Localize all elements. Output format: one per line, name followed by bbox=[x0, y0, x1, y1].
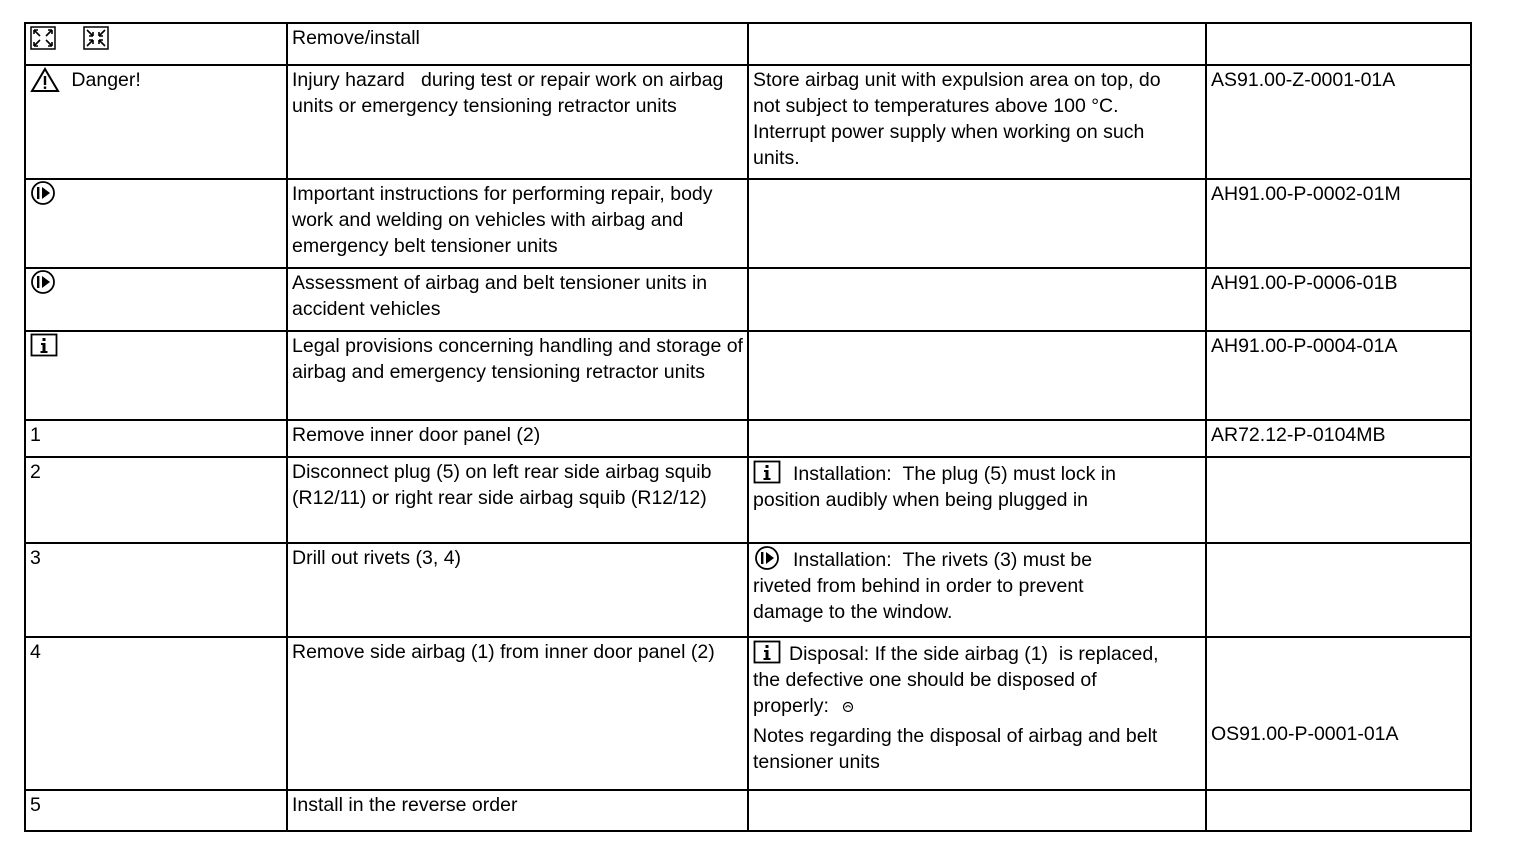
danger-label: Danger! bbox=[71, 69, 141, 91]
step-number: 2 bbox=[25, 457, 287, 543]
doc-link[interactable]: AH91.00-P-0004-01A bbox=[1206, 331, 1471, 420]
note-cell bbox=[748, 420, 1206, 457]
step-cell: Important instructions for performing repair, body work and welding on vehicles with airbag and emergency belt tensioner units bbox=[287, 179, 748, 268]
note-cell bbox=[748, 457, 1206, 543]
step-cell: Install in the reverse order bbox=[287, 790, 748, 831]
note-line: riveted from behind in order to prevent bbox=[753, 575, 1084, 597]
step-cell: Drill out rivets (3, 4) bbox=[287, 543, 748, 637]
note-line bbox=[753, 461, 1201, 487]
note-line: Store airbag unit with expulsion area on top, do bbox=[753, 69, 1161, 91]
symbol-cell bbox=[25, 331, 287, 420]
step-cell: Remove side airbag (1) from inner door panel (2) bbox=[287, 637, 748, 790]
note-line: units. bbox=[753, 147, 800, 169]
note-arrow-icon bbox=[30, 269, 56, 295]
doc-cell bbox=[1206, 457, 1471, 543]
note-text: properly: bbox=[753, 695, 829, 717]
note-text: Installation: The plug (5) must lock in bbox=[793, 463, 1116, 485]
note-line bbox=[753, 547, 1201, 573]
note-cell bbox=[748, 331, 1206, 420]
symbol-cell bbox=[25, 179, 287, 268]
note-line: the defective one should be disposed of bbox=[753, 669, 1097, 691]
step-number: 1 bbox=[25, 420, 287, 457]
note-text: Disposal: If the side airbag (1) is replaced, bbox=[789, 643, 1159, 665]
symbol-cell bbox=[25, 268, 287, 331]
table-row bbox=[25, 65, 1471, 179]
table-row bbox=[25, 457, 1471, 543]
info-box-icon bbox=[753, 640, 781, 664]
step-cell: Disconnect plug (5) on left rear side airbag squib (R12/11) or right rear side airbag squib (R12/12) bbox=[287, 457, 748, 543]
note-line: not subject to temperatures above 100 °C. bbox=[753, 95, 1119, 117]
note-line: damage to the window. bbox=[753, 601, 953, 623]
note-cell bbox=[748, 268, 1206, 331]
symbol-cell bbox=[25, 23, 287, 65]
table-row bbox=[25, 179, 1471, 268]
doc-cell bbox=[1206, 790, 1471, 831]
note-cell bbox=[748, 65, 1206, 179]
collapse-icon[interactable] bbox=[83, 26, 109, 50]
table-row bbox=[25, 23, 1471, 65]
step-number: 4 bbox=[25, 637, 287, 790]
doc-cell bbox=[1206, 637, 1471, 790]
step-cell: Injury hazard during test or repair work on airbag units or emergency tensioning retractor units bbox=[287, 65, 748, 179]
note-cell bbox=[748, 179, 1206, 268]
doc-link[interactable]: AH91.00-P-0006-01B bbox=[1206, 268, 1471, 331]
note-text: Installation: The rivets (3) must be bbox=[793, 549, 1093, 571]
note-arrow-icon bbox=[753, 545, 781, 571]
info-box-icon bbox=[30, 333, 58, 357]
note-line: Interrupt power supply when working on such bbox=[753, 121, 1145, 143]
step-number: 5 bbox=[25, 790, 287, 831]
step-cell: Remove/install bbox=[287, 23, 748, 65]
step-cell: Remove inner door panel (2) bbox=[287, 420, 748, 457]
note-line bbox=[753, 641, 1201, 667]
environment-icon bbox=[842, 701, 854, 713]
step-cell: Assessment of airbag and belt tensioner units in accident vehicles bbox=[287, 268, 748, 331]
note-arrow-icon bbox=[30, 180, 56, 206]
doc-cell bbox=[1206, 23, 1471, 65]
step-cell: Legal provisions concerning handling and storage of airbag and emergency tensioning retractor units bbox=[287, 331, 748, 420]
table-row bbox=[25, 331, 1471, 420]
doc-link[interactable]: OS91.00-P-0001-01A bbox=[1211, 723, 1399, 745]
expand-icon[interactable] bbox=[30, 26, 56, 50]
note-line bbox=[753, 693, 1201, 719]
note-cell bbox=[748, 790, 1206, 831]
table-row bbox=[25, 790, 1471, 831]
table-row bbox=[25, 543, 1471, 637]
note-line: tensioner units bbox=[753, 751, 880, 773]
symbol-cell bbox=[25, 65, 287, 179]
doc-link[interactable]: AS91.00-Z-0001-01A bbox=[1206, 65, 1471, 179]
doc-cell bbox=[1206, 543, 1471, 637]
step-number: 3 bbox=[25, 543, 287, 637]
spacer bbox=[1211, 639, 1466, 721]
note-line: Notes regarding the disposal of airbag and belt bbox=[753, 725, 1158, 747]
warning-triangle-icon bbox=[30, 67, 60, 93]
table-row bbox=[25, 637, 1471, 790]
note-cell bbox=[748, 637, 1206, 790]
info-box-icon bbox=[753, 460, 781, 484]
note-cell bbox=[748, 23, 1206, 65]
doc-link[interactable]: AH91.00-P-0002-01M bbox=[1206, 179, 1471, 268]
doc-link[interactable]: AR72.12-P-0104MB bbox=[1206, 420, 1471, 457]
procedure-table bbox=[24, 22, 1472, 832]
table-row bbox=[25, 420, 1471, 457]
note-line: position audibly when being plugged in bbox=[753, 489, 1089, 511]
table-row bbox=[25, 268, 1471, 331]
note-cell bbox=[748, 543, 1206, 637]
